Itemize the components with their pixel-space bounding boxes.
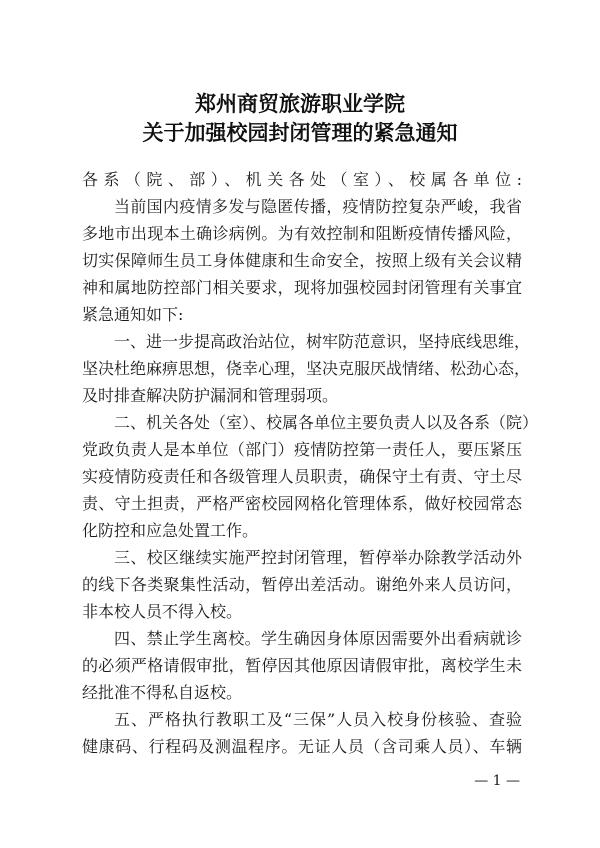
addressee-line: 各系（院、部）、机关各处（室）、校属各单位: bbox=[82, 170, 522, 189]
paragraph-line: 的线下各类聚集性活动，暂停出差活动。谢绝外来人员访问， bbox=[82, 575, 522, 594]
paragraph-line: 党政负责人是本单位（部门）疫情防控第一责任人，要压紧压 bbox=[82, 440, 522, 459]
paragraph-line: 的必须严格请假审批，暂停因其他原因请假审批，离校学生未 bbox=[82, 656, 522, 675]
paragraph-line: 五、严格执行教职工及“三保”人员入校身份核验、查验 bbox=[114, 710, 522, 729]
paragraph-line: 当前国内疫情多发与隐匿传播，疫情防控复杂严峻，我省 bbox=[114, 197, 522, 216]
paragraph-line: 坚决杜绝麻痹思想，侥幸心理，坚决克服厌战情绪、松劲心态， bbox=[82, 359, 531, 378]
paragraph-line: 二、机关各处（室）、校属各单位主要负责人以及各系（院） bbox=[114, 413, 539, 432]
paragraph-line: 四、禁止学生离校。学生确因身体原因需要外出看病就诊 bbox=[114, 629, 522, 648]
paragraph-line: 责、守土担责，严格严密校园网格化管理体系，做好校园常态 bbox=[82, 494, 522, 513]
document-title-institution: 郑州商贸旅游职业学院 bbox=[195, 91, 405, 116]
paragraph-line: 非本校人员不得入校。 bbox=[82, 602, 243, 621]
paragraph-line: 三、校区继续实施严控封闭管理，暂停举办除教学活动外 bbox=[114, 548, 522, 567]
paragraph-line: 神和属地防控部门相关要求，现将加强校园封闭管理有关事宜 bbox=[82, 278, 522, 297]
paragraph-line: 及时排查解决防护漏洞和管理弱项。 bbox=[82, 386, 339, 405]
page-number: — 1 — bbox=[474, 773, 520, 789]
paragraph-line: 经批准不得私自返校。 bbox=[82, 683, 243, 702]
paragraph-line: 一、进一步提高政治站位，树牢防范意识，坚持底线思维， bbox=[114, 332, 531, 351]
paragraph-line: 化防控和应急处置工作。 bbox=[82, 521, 259, 540]
paragraph-line: 切实保障师生员工身体健康和生命安全，按照上级有关会议精 bbox=[82, 251, 522, 270]
paragraph-line: 实疫情防疫责任和各级管理人员职责，确保守土有责、守土尽 bbox=[82, 467, 522, 486]
paragraph-line: 多地市出现本土确诊病例。为有效控制和阻断疫情传播风险， bbox=[82, 224, 522, 243]
paragraph-line: 健康码、行程码及测温程序。无证人员（含司乘人员）、车辆 bbox=[82, 737, 522, 756]
paragraph-line: 紧急通知如下: bbox=[82, 305, 184, 324]
document-title-subject: 关于加强校园封闭管理的紧急通知 bbox=[142, 120, 458, 145]
